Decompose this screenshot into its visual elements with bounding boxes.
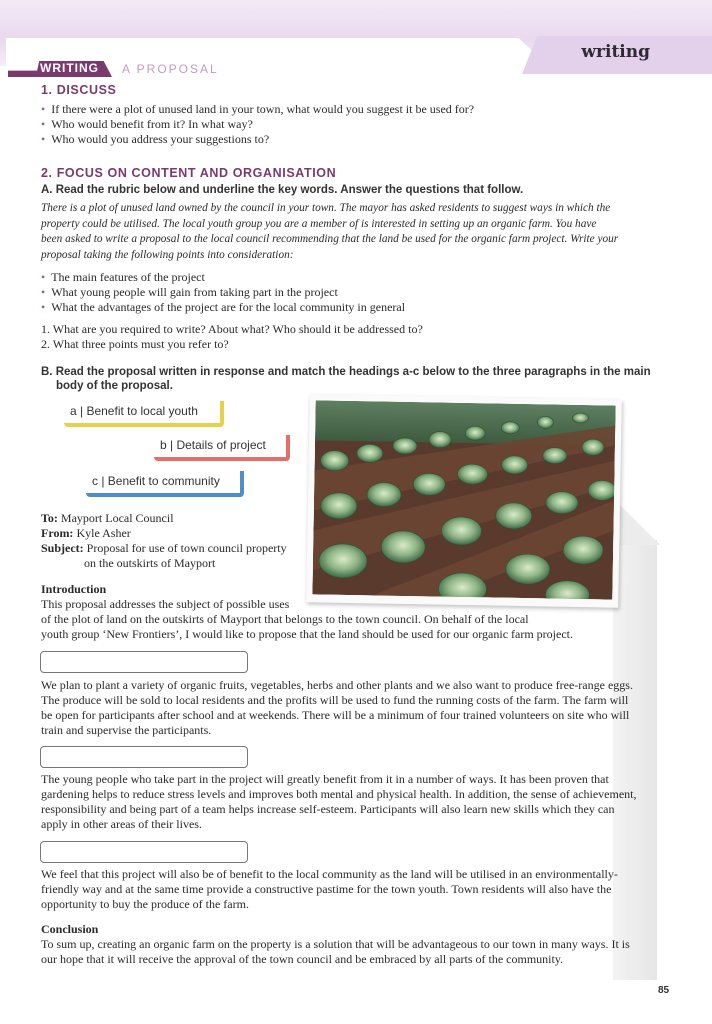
task-b: B. Read the proposal written in response and match the headings a-c below to the three paragraphs in the main — [41, 366, 651, 378]
page-number: 85 — [658, 985, 670, 996]
memo-to-label: To: — [41, 511, 58, 525]
conclusion-heading: Conclusion — [41, 922, 99, 936]
paragraph-1 — [41, 678, 644, 738]
memo-from — [41, 526, 131, 541]
text-line: friendly way and at the same time provide a constructive pastime for the town youth. Town residents will also have the — [41, 882, 612, 896]
text-line: We plan to plant a variety of organic fruits, vegetables, herbs and other plants and we also want to produce free-range eggs. — [41, 678, 633, 692]
introduction-text — [41, 597, 644, 642]
text-line: our hope that it will receive the approval of the town council and be embraced by all parts of the community. — [41, 952, 564, 966]
memo-subject-value: Proposal for use of town council property — [86, 541, 287, 555]
conclusion-text — [41, 937, 644, 967]
memo-subject — [41, 541, 287, 556]
introduction-heading: Introduction — [41, 582, 107, 596]
point-bullet: • What the advantages of the project are for the local community in general — [41, 300, 405, 315]
point-bullet: • The main features of the project — [41, 270, 205, 285]
memo-to-value: Mayport Local Council — [60, 511, 174, 525]
discuss-bullet: • If there were a plot of unused land in your town, what would you suggest it be used for? — [41, 102, 474, 117]
heading-option-c[interactable]: c | Benefit to community — [86, 471, 244, 497]
section-title: writing — [581, 42, 650, 62]
memo-to — [41, 511, 174, 526]
text-line: opportunity to buy the produce of the farm. — [41, 897, 249, 911]
text-line: gardening helps to reduce stress levels and improves both mental and physical health. In addition, the sense of achievement, — [41, 787, 637, 801]
photo-corner-fold — [620, 505, 660, 545]
rubric-line: been asked to write a proposal to the local council recommending that the land be used for the organic farm project. Write your — [41, 233, 619, 245]
rubric-line: There is a plot of unused land owned by the council in your town. The mayor has asked residents to suggest ways in which the — [41, 202, 611, 214]
writing-tag: WRITING — [40, 61, 99, 75]
point-bullet: • What young people will gain from taking part in the project — [41, 285, 338, 300]
memo-subject-label: Subject: — [41, 541, 84, 555]
discuss-bullet: • Who would you address your suggestions to? — [41, 132, 269, 147]
text-line: The produce will be sold to local residents and the profits will be used to fund the running costs of the farm. The farm will — [41, 693, 629, 707]
text-line: This proposal addresses the subject of possible uses — [41, 597, 290, 611]
page-subtitle: A PROPOSAL — [122, 62, 219, 76]
heading-option-a[interactable]: a | Benefit to local youth — [64, 401, 224, 427]
text-line: We feel that this project will also be of benefit to the local community as the land will be utilised in an environmentally- — [41, 867, 618, 881]
text-line: of the plot of land on the outskirts of Mayport that belongs to the town council. On behalf of the local — [41, 612, 529, 626]
question: 1. What are you required to write? About what? Who should it be addressed to? — [41, 322, 423, 336]
heading-answer-box-1[interactable] — [40, 651, 248, 673]
text-line: be open for participants after school and at weekends. There will be a minimum of four trained volunteers on site who will — [41, 708, 630, 722]
text-line: apply in other areas of their lives. — [41, 817, 202, 831]
focus-heading: 2. FOCUS ON CONTENT AND ORGANISATION — [41, 166, 337, 180]
rubric-line: proposal taking the following points into consideration: — [41, 248, 294, 261]
rubric-line: property could be utilised. The local youth group you are a member of is interested in setting up an organic farm. You have — [41, 217, 597, 230]
heading-answer-box-3[interactable] — [40, 841, 248, 863]
text-line: train and supervise the participants. — [41, 723, 212, 737]
photo-image — [312, 400, 615, 599]
text-line: youth group ‘New Frontiers’, I would like to propose that the land should be used for our organic farm project. — [41, 627, 573, 641]
text-line: responsibility and being part of a team helps increase self-esteem. Participants will also learn new skills which they can — [41, 802, 615, 816]
memo-from-value: Kyle Asher — [76, 526, 131, 540]
question: 2. What three points must you refer to? — [41, 337, 229, 351]
text-line: The young people who take part in the project will greatly benefit from it in a number of ways. It has been proven that — [41, 772, 609, 786]
task-b-cont: body of the proposal. — [56, 380, 173, 392]
paragraph-2 — [41, 772, 644, 832]
heading-answer-box-2[interactable] — [40, 746, 248, 768]
memo-from-label: From: — [41, 526, 74, 540]
paragraph-3 — [41, 867, 644, 912]
text-line: To sum up, creating an organic farm on the property is a solution that will be advantageous to our town in many ways. It is — [41, 937, 630, 951]
heading-option-b[interactable]: b | Details of project — [154, 435, 290, 461]
memo-subject-cont: on the outskirts of Mayport — [84, 556, 216, 570]
cabbage-field-photo — [306, 394, 622, 607]
discuss-bullet: • Who would benefit from it? In what way? — [41, 117, 253, 132]
task-a: A. Read the rubric below and underline the key words. Answer the questions that follow. — [41, 184, 524, 196]
rubric — [41, 201, 641, 263]
discuss-heading: 1. DISCUSS — [41, 83, 117, 97]
